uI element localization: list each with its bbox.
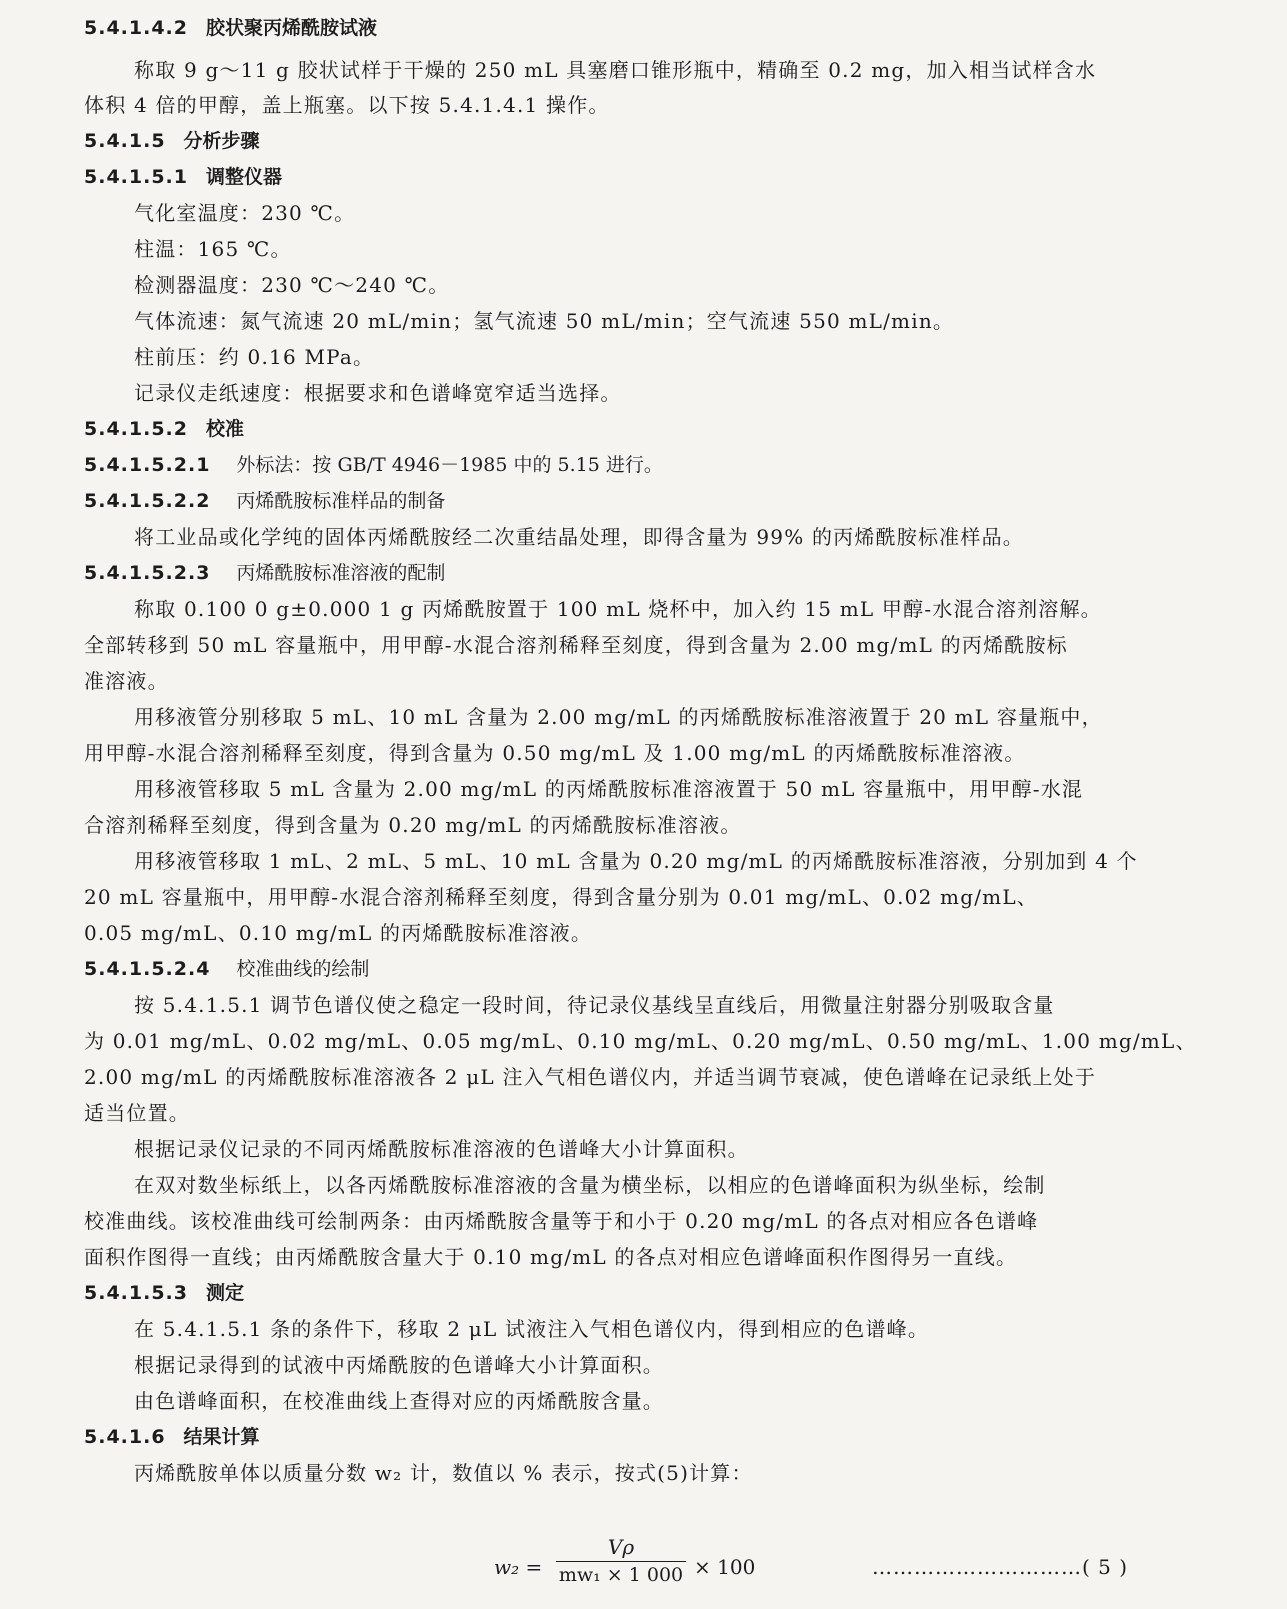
heading-title: 结果计算 bbox=[183, 1426, 260, 1448]
heading-number: 5.4.1.4.2 bbox=[84, 17, 188, 39]
heading-number: 5.4.1.5.2 bbox=[84, 418, 188, 440]
paragraph-line: 在双对数坐标纸上，以各丙烯酰胺标准溶液的含量为横坐标，以相应的色谱峰面积为纵坐标，绘制 bbox=[134, 1173, 1046, 1197]
heading-5-4-1-6 bbox=[84, 1425, 260, 1449]
paragraph-line: 根据记录仪记录的不同丙烯酰胺标准溶液的色谱峰大小计算面积。 bbox=[134, 1137, 749, 1161]
paragraph-line: 2.00 mg/mL 的丙烯酰胺标准溶液各 2 μL 注入气相色谱仪内，并适当调节衰减，使色谱峰在记录纸上处于 bbox=[84, 1065, 1097, 1089]
heading-number: 5.4.1.5.3 bbox=[84, 1282, 188, 1304]
setting-line: 气化室温度：230 ℃。 bbox=[134, 201, 356, 225]
heading-5-4-1-5-2-1 bbox=[84, 453, 663, 477]
paragraph-line: 20 mL 容量瓶中，用甲醇-水混合溶剂稀释至刻度，得到含量分别为 0.01 mg/mL、0.02 mg/mL、 bbox=[84, 885, 1039, 909]
heading-number: 5.4.1.5.2.3 bbox=[84, 562, 211, 584]
paragraph-line: 全部转移到 50 mL 容量瓶中，用甲醇-水混合溶剂稀释至刻度，得到含量为 2.00 mg/mL 的丙烯酰胺标 bbox=[84, 633, 1068, 657]
formula-lhs: w₂ = bbox=[494, 1555, 543, 1579]
paragraph-line: 根据记录得到的试液中丙烯酰胺的色谱峰大小计算面积。 bbox=[134, 1353, 664, 1377]
paragraph-line: 在 5.4.1.5.1 条的条件下，移取 2 μL 试液注入气相色谱仪内，得到相应的色谱峰。 bbox=[134, 1317, 930, 1341]
paragraph-line: 称取 0.100 0 g±0.000 1 g 丙烯酰胺置于 100 mL 烧杯中，加入约 15 mL 甲醇-水混合溶剂溶解。 bbox=[134, 597, 1102, 621]
heading-5-4-1-4-2 bbox=[84, 16, 377, 40]
formula-multiplier: × 100 bbox=[694, 1555, 756, 1579]
formula-numerator: Vρ bbox=[607, 1535, 635, 1559]
heading-5-4-1-5-2-3 bbox=[84, 561, 445, 585]
paragraph-line: 0.05 mg/mL、0.10 mg/mL 的丙烯酰胺标准溶液。 bbox=[84, 921, 593, 945]
heading-title: 外标法：按 GB/T 4946－1985 中的 5.15 进行。 bbox=[236, 454, 663, 476]
heading-title: 分析步骤 bbox=[183, 130, 260, 152]
heading-number: 5.4.1.5.2.1 bbox=[84, 454, 211, 476]
setting-line: 柱前压：约 0.16 MPa。 bbox=[134, 345, 375, 369]
paragraph-line: 准溶液。 bbox=[84, 669, 169, 693]
formula-5 bbox=[494, 1535, 784, 1595]
formula-fraction bbox=[556, 1535, 686, 1586]
paragraph-line: 由色谱峰面积，在校准曲线上查得对应的丙烯酰胺含量。 bbox=[134, 1389, 664, 1413]
paragraph-line: 丙烯酰胺单体以质量分数 w₂ 计，数值以 % 表示，按式(5)计算： bbox=[134, 1461, 753, 1485]
paragraph-line: 适当位置。 bbox=[84, 1101, 190, 1125]
heading-5-4-1-5-2-2 bbox=[84, 489, 445, 513]
paragraph-line: 称取 9 g～11 g 胶状试样于干燥的 250 mL 具塞磨口锥形瓶中，精确至 0.2 mg，加入相当试样含水 bbox=[134, 58, 1097, 82]
heading-title: 校准 bbox=[205, 418, 244, 440]
heading-title: 胶状聚丙烯酰胺试液 bbox=[205, 17, 377, 39]
heading-number: 5.4.1.5 bbox=[84, 130, 166, 152]
paragraph-line: 合溶剂稀释至刻度，得到含量为 0.20 mg/mL 的丙烯酰胺标准溶液。 bbox=[84, 813, 742, 837]
heading-number: 5.4.1.6 bbox=[84, 1426, 166, 1448]
paragraph-line: 按 5.4.1.5.1 调节色谱仪使之稳定一段时间，待记录仪基线呈直线后，用微量注射器分别吸取含量 bbox=[134, 993, 1055, 1017]
heading-5-4-1-5 bbox=[84, 129, 260, 153]
heading-number: 5.4.1.5.2.2 bbox=[84, 490, 211, 512]
heading-title: 调整仪器 bbox=[205, 166, 282, 188]
paragraph-line: 用移液管移取 1 mL、2 mL、5 mL、10 mL 含量为 0.20 mg/mL 的丙烯酰胺标准溶液，分别加到 4 个 bbox=[134, 849, 1138, 873]
heading-5-4-1-5-3 bbox=[84, 1281, 244, 1305]
heading-number: 5.4.1.5.1 bbox=[84, 166, 188, 188]
paragraph-line: 体积 4 倍的甲醇，盖上瓶塞。以下按 5.4.1.4.1 操作。 bbox=[84, 93, 610, 117]
heading-number: 5.4.1.5.2.4 bbox=[84, 958, 211, 980]
heading-title: 丙烯酰胺标准溶液的配制 bbox=[236, 562, 446, 584]
setting-line: 检测器温度：230 ℃～240 ℃。 bbox=[134, 273, 450, 297]
paragraph-line: 用移液管移取 5 mL 含量为 2.00 mg/mL 的丙烯酰胺标准溶液置于 50 mL 容量瓶中，用甲醇-水混 bbox=[134, 777, 1084, 801]
heading-5-4-1-5-2-4 bbox=[84, 957, 369, 981]
paragraph-line: 用移液管分别移取 5 mL、10 mL 含量为 2.00 mg/mL 的丙烯酰胺标准溶液置于 20 mL 容量瓶中， bbox=[134, 705, 1103, 729]
heading-5-4-1-5-2 bbox=[84, 417, 244, 441]
paragraph-line: 用甲醇-水混合溶剂稀释至刻度，得到含量为 0.50 mg/mL 及 1.00 mg/mL 的丙烯酰胺标准溶液。 bbox=[84, 741, 1026, 765]
heading-title: 测定 bbox=[205, 1282, 244, 1304]
paragraph-line: 为 0.01 mg/mL、0.02 mg/mL、0.05 mg/mL、0.10 mg/mL、0.20 mg/mL、0.50 mg/mL、1.00 mg/mL、 bbox=[84, 1029, 1197, 1053]
setting-line: 柱温：165 ℃。 bbox=[134, 237, 292, 261]
heading-5-4-1-5-1 bbox=[84, 165, 282, 189]
heading-title: 校准曲线的绘制 bbox=[236, 958, 370, 980]
paragraph-line: 将工业品或化学纯的固体丙烯酰胺经二次重结晶处理，即得含量为 99% 的丙烯酰胺标准样品。 bbox=[134, 525, 1024, 549]
heading-title: 丙烯酰胺标准样品的制备 bbox=[236, 490, 446, 512]
paragraph-line: 面积作图得一直线；由丙烯酰胺含量大于 0.10 mg/mL 的各点对相应色谱峰面积作图得另一直线。 bbox=[84, 1245, 1018, 1269]
formula-number: …………………………( 5 ) bbox=[872, 1555, 1129, 1579]
setting-line: 记录仪走纸速度：根据要求和色谱峰宽窄适当选择。 bbox=[134, 381, 622, 405]
formula-denominator: mw₁ × 1 000 bbox=[558, 1564, 684, 1586]
paragraph-line: 校准曲线。该校准曲线可绘制两条：由丙烯酰胺含量等于和小于 0.20 mg/mL 的各点对相应各色谱峰 bbox=[84, 1209, 1039, 1233]
setting-line: 气体流速：氮气流速 20 mL/min；氢气流速 50 mL/min；空气流速 550 mL/min。 bbox=[134, 309, 955, 333]
fraction-bar bbox=[556, 1561, 686, 1562]
